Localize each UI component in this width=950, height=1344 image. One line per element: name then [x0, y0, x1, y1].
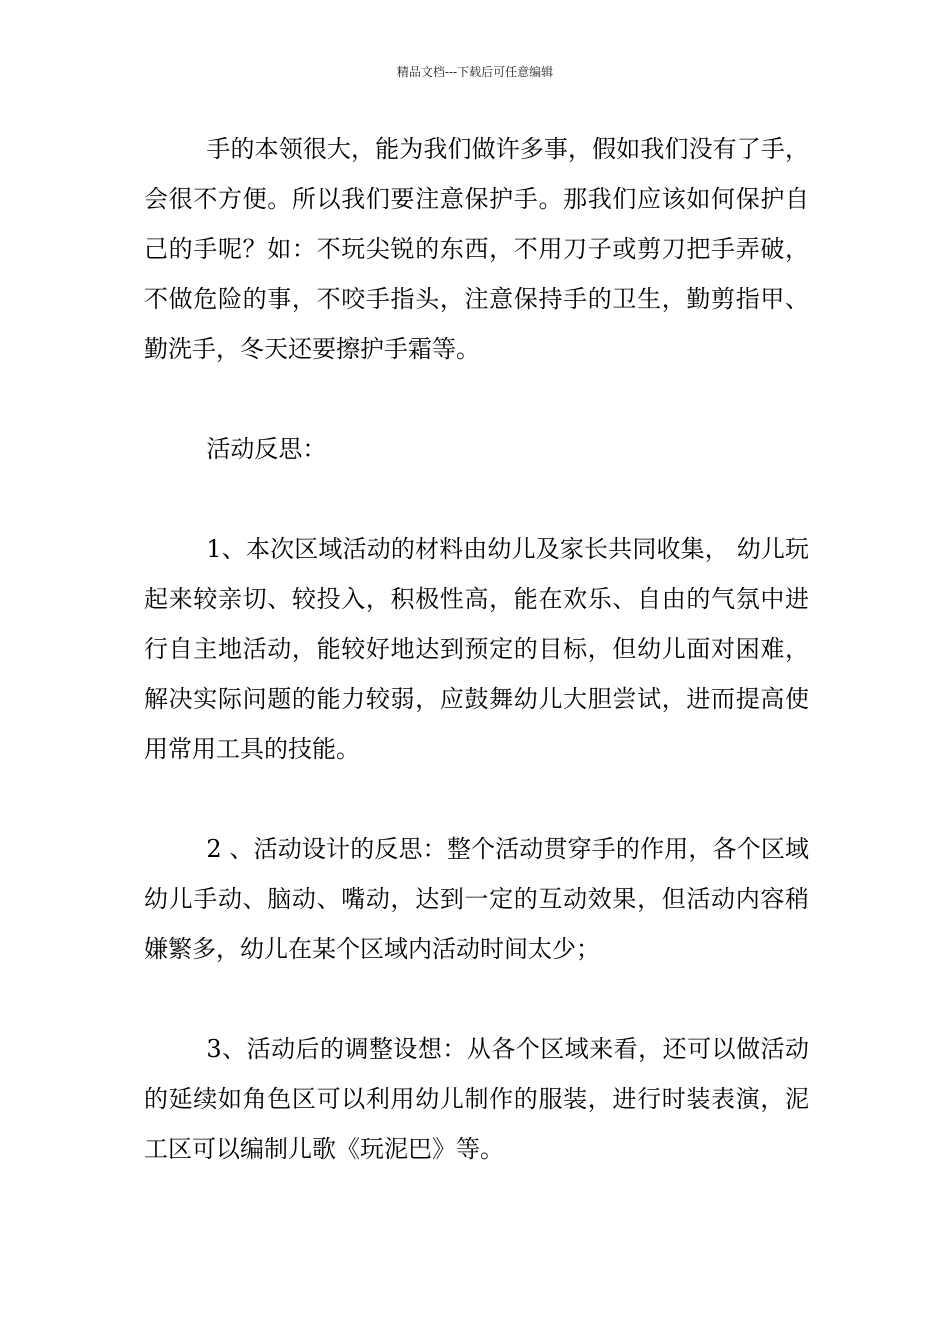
paragraph-reflection-3: 3、活动后的调整设想：从各个区域来看，还可以做活动的延续如角色区可以利用幼儿制作的服装，进行时装表演，泥工区可以编制儿歌《玩泥巴》等。 — [144, 1035, 809, 1163]
paragraph-reflection-heading: 活动反思： — [206, 435, 327, 463]
page-header: 精品文档---下载后可任意编辑 — [396, 65, 554, 79]
paragraph-reflection-2: 2 、活动设计的反思：整个活动贯穿手的作用，各个区域幼儿手动、脑动、嘴动，达到一定的互动效果，但活动内容稍嫌繁多，幼儿在某个区域内活动时间太少； — [144, 835, 809, 963]
paragraph-hand-protection: 手的本领很大，能为我们做许多事，假如我们没有了手，会很不方便。所以我们要注意保护手。那我们应该如何保护自己的手呢？如：不玩尖锐的东西，不用刀子或剪刀把手弄破，不做危险的事，不咬手指头，注意保持手的卫生，勤剪指甲、勤洗手，冬天还要擦护手霜等。 — [144, 135, 809, 363]
paragraph-reflection-1: 1、本次区域活动的材料由幼儿及家长共同收集， 幼儿玩起来较亲切、较投入，积极性高，能在欢乐、自由的气氛中进行自主地活动，能较好地达到预定的目标，但幼儿面对困难，解决实际问题的能力较弱，应鼓舞幼儿大胆尝试，进而提高使用常用工具的技能。 — [144, 535, 809, 763]
